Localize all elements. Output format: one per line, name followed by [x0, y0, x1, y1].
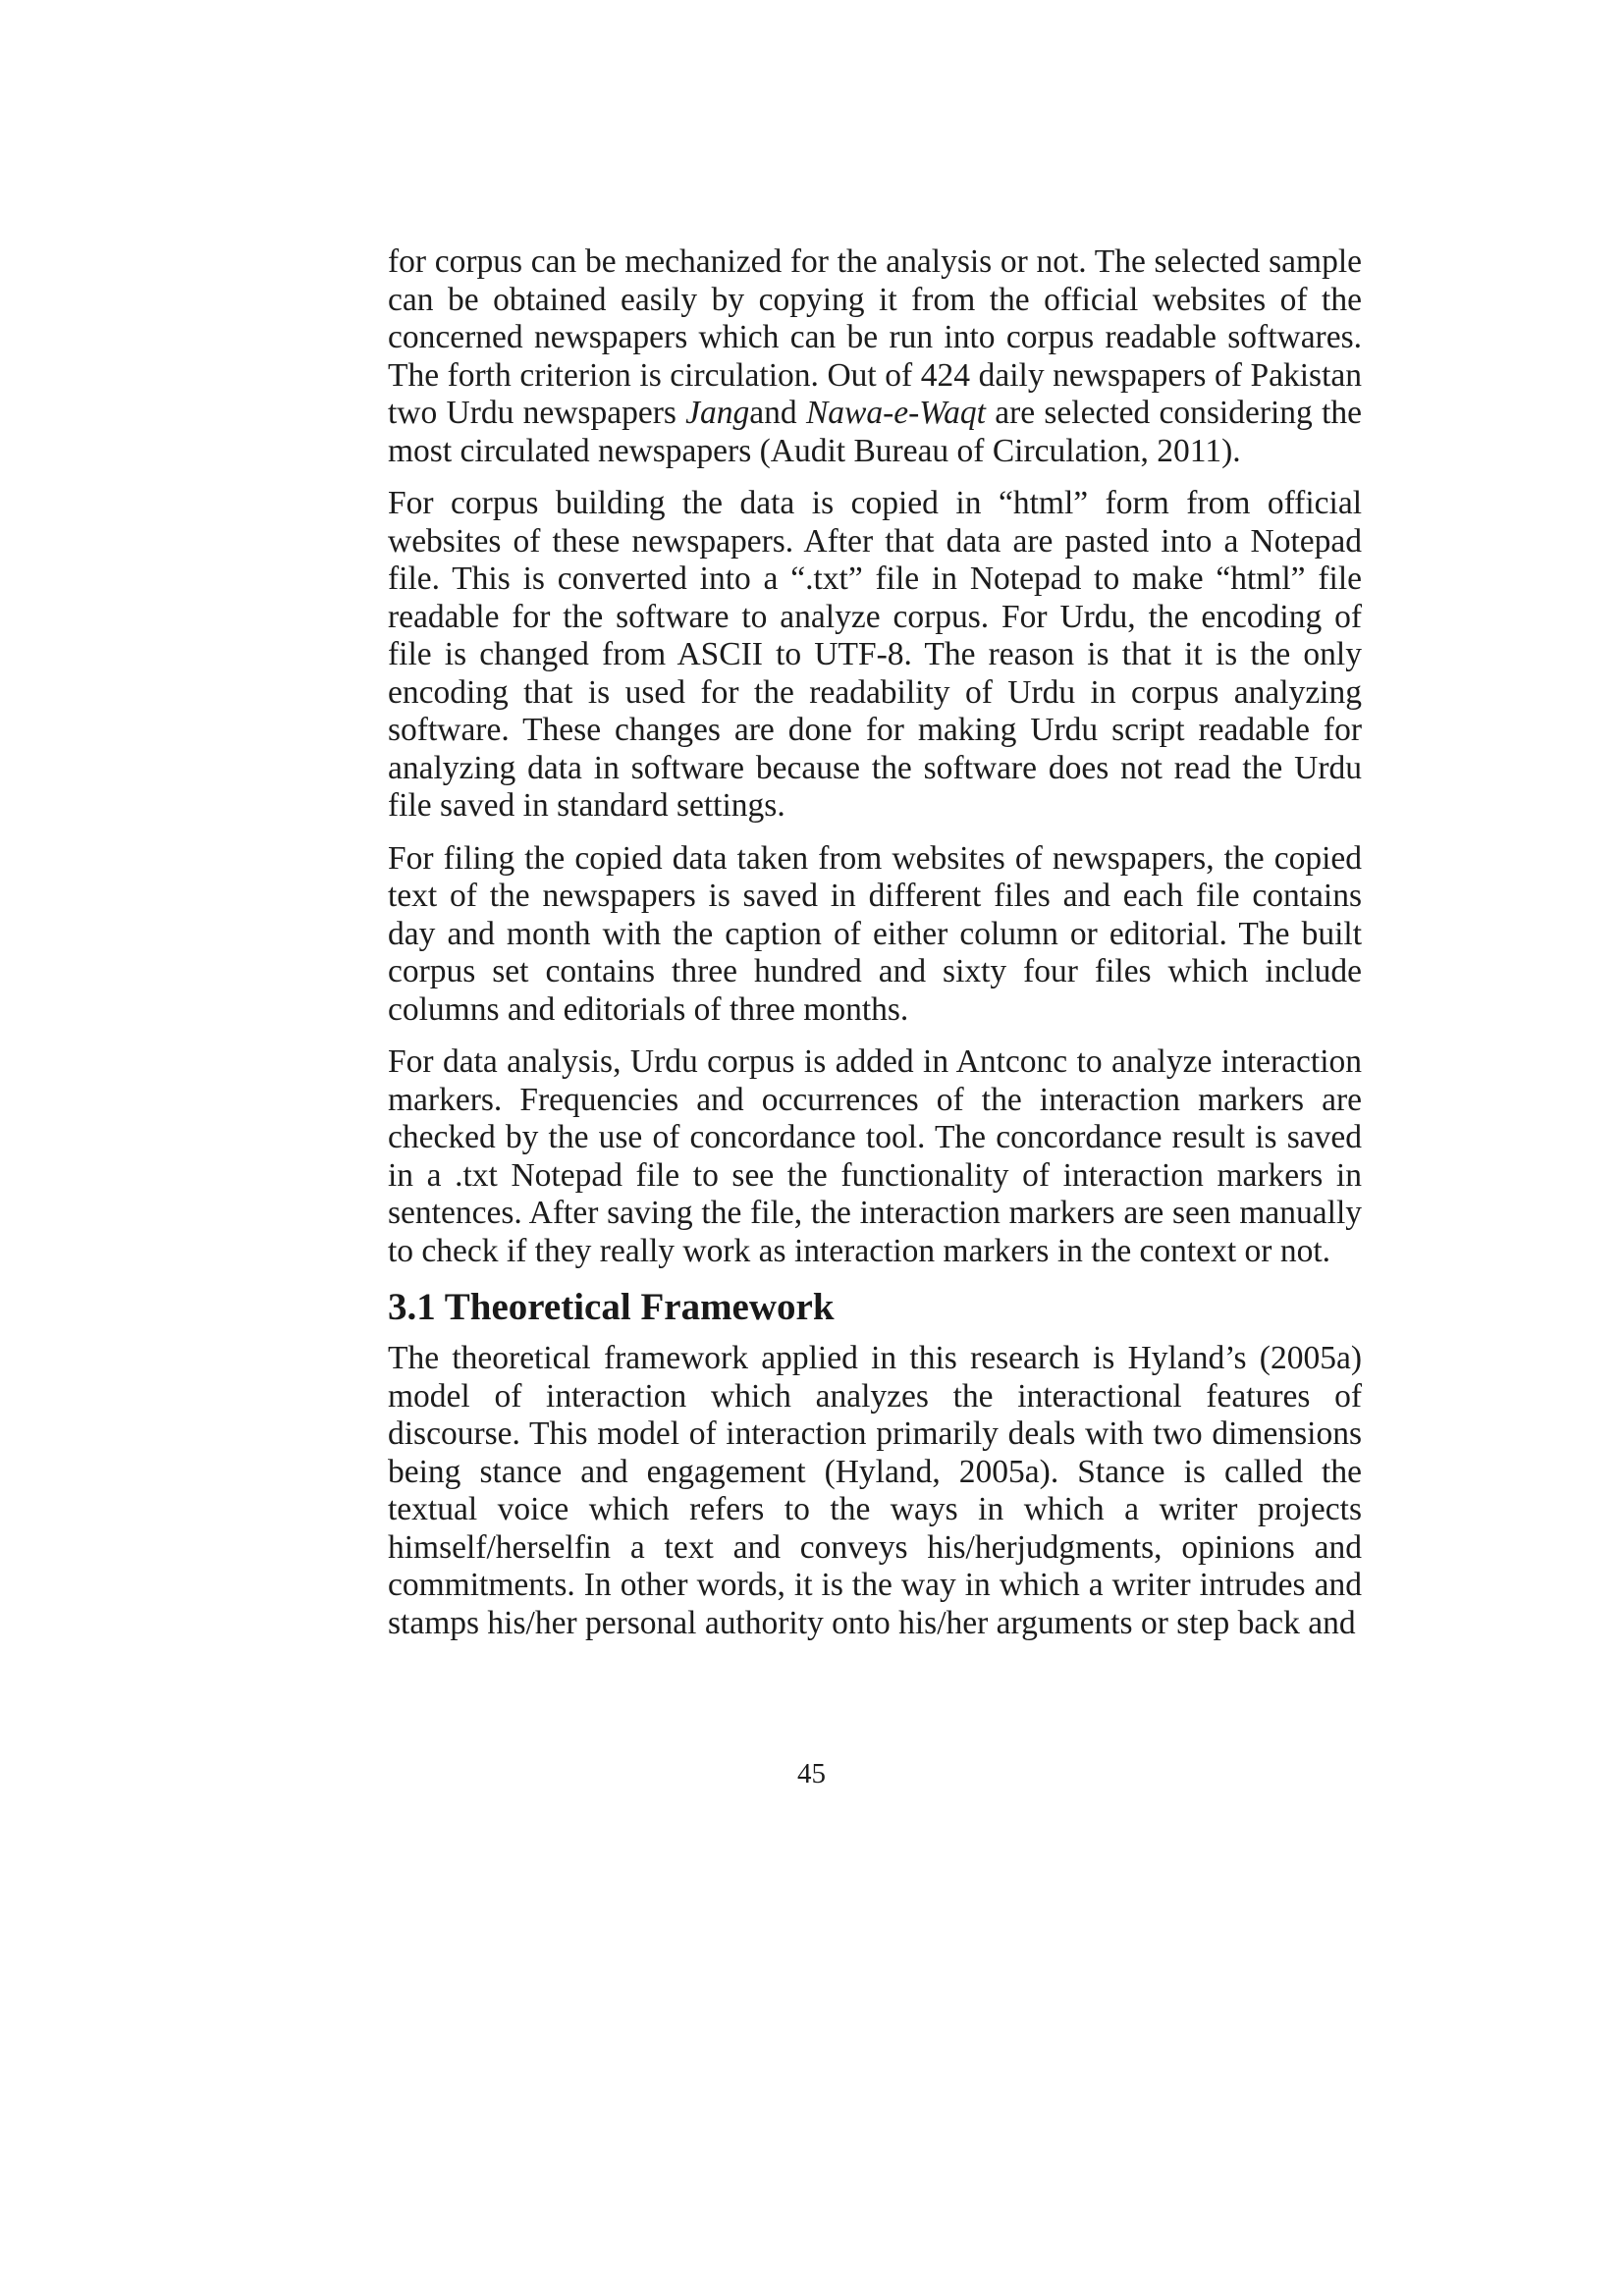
- text-run: for corpus can be mechanized for the analysis or not. The selected sample can be obtained easily by copying it from the official websites of the concerned newspapers which can be run into corpus readable softwares. The forth criterion is circulation. Out of 424 daily newspapers of Pakistan two Urdu newspapers: [388, 243, 1362, 431]
- newspaper-name-nawa-e-waqt: Nawa-e-Waqt: [805, 395, 986, 431]
- paragraph-1: [388, 243, 1362, 470]
- paragraph-3: For filing the copied data taken from websites of newspapers, the copied text of the newspapers is saved in different files and each file contains day and month with the caption of either column or editorial. The built corpus set contains three hundred and sixty four files which include columns and editorials of three months.: [388, 839, 1362, 1028]
- section-paragraph: The theoretical framework applied in this research is Hyland’s (2005a) model of interaction which analyzes the interactional features of discourse. This model of interaction primarily deals with two dimensions being stance and engagement (Hyland, 2005a). Stance is called the textual voice which refers to the ways in which a writer projects himself/herselfin a text and conveys his/herjudgments, opinions and commitments. In other words, it is the way in which a writer intrudes and stamps his/her personal authority onto his/her arguments or step back and: [388, 1340, 1362, 1641]
- paragraph-4: For data analysis, Urdu corpus is added in Antconc to analyze interaction markers. Frequencies and occurrences of the interaction markers are checked by the use of concordance tool. The concordance result is saved in a .txt Notepad file to see the functionality of interaction markers in sentences. After saving the file, the interaction markers are seen manually to check if they really work as interaction markers in the context or not.: [388, 1043, 1362, 1269]
- text-run: and: [749, 395, 806, 431]
- page-number: 45: [797, 1758, 826, 1789]
- document-page: [388, 243, 1362, 1657]
- section-heading: 3.1 Theoretical Framework: [388, 1286, 835, 1328]
- text-run: are selected considering the most circulated newspapers (Audit Bureau of Circulation, 2011).: [388, 395, 1362, 469]
- paragraph-2: For corpus building the data is copied in “html” form from official websites of these newspapers. After that data are pasted into a Notepad file. This is converted into a “.txt” file in Notepad to make “html” file readable for the software to analyze corpus. For Urdu, the encoding of file is changed from ASCII to UTF-8. The reason is that it is the only encoding that is used for the readability of Urdu in corpus analyzing software. These changes are done for making Urdu script readable for analyzing data in software because the software does not read the Urdu file saved in standard settings.: [388, 485, 1362, 824]
- newspaper-name-jang: Jang: [685, 395, 750, 431]
